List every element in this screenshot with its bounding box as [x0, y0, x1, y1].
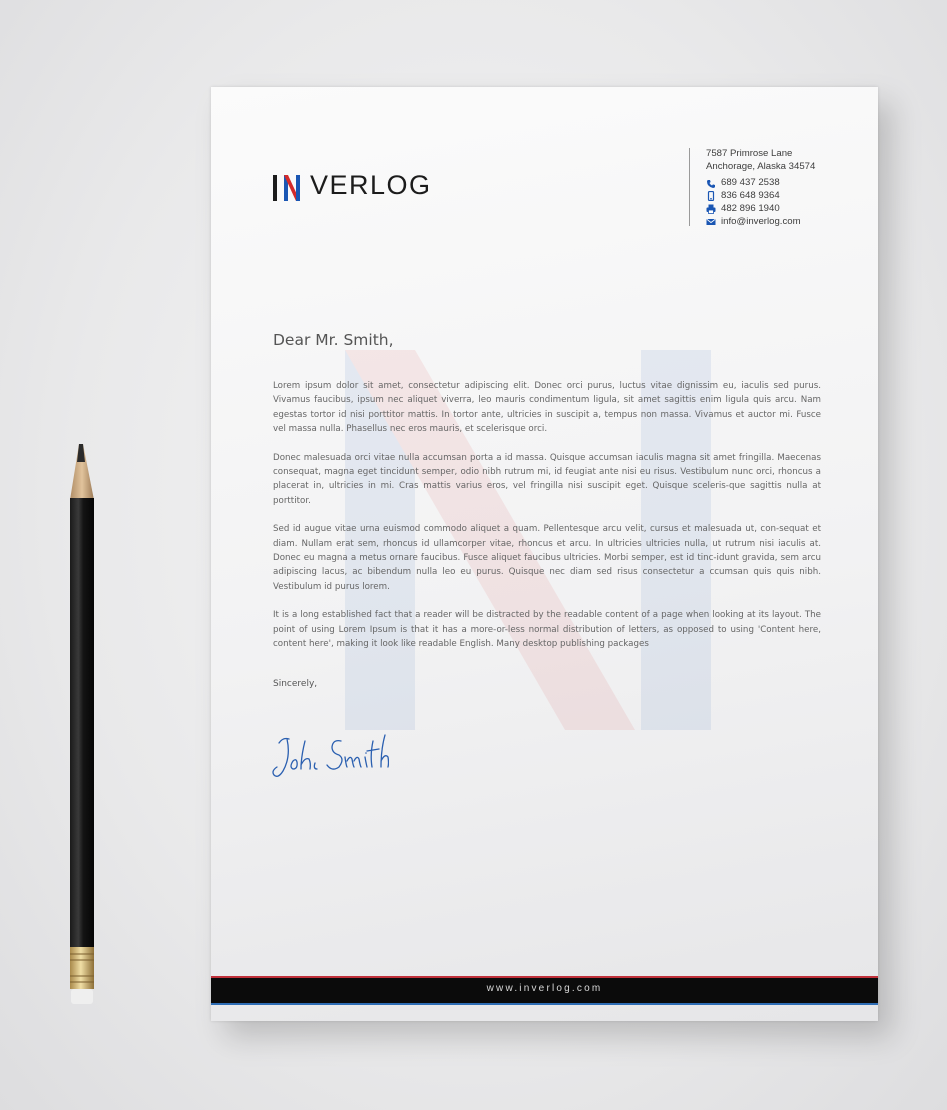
pencil-image [68, 444, 96, 1006]
letter-body [273, 379, 821, 666]
inverlog-logo-mark [273, 175, 309, 201]
mobile-icon [706, 191, 716, 201]
letter-paragraph-2: Donec malesuada orci vitae nulla accumsan porta a id massa. Quisque accumsan iaculis magna sit amet fringilla. Maecenas consequat, magna eget tincidunt semper, odio nibh rutrum mi, id feugiat ante nisi eu risus. Vestibulum nunc orci, rhoncus a placerat in, ultricies in mi. Cras mattis varius eros, vel fringilla nisi suscipit eget. Quisque sceleris-que sagittis nulla at porttitor. [273, 452, 821, 506]
footer-website: www.inverlog.com [486, 983, 603, 994]
phone-number: 689 437 2538 [721, 177, 780, 189]
letterhead-footer [211, 976, 878, 1005]
handwritten-signature [269, 727, 389, 787]
email-icon [706, 217, 716, 227]
email-address: info@inverlog.com [721, 215, 801, 227]
mobile-number: 836 648 9364 [721, 190, 780, 202]
letter-paragraph-4: It is a long established fact that a reader will be distracted by the readable content of a page when looking at its layout. The point of using Lorem Ipsum is that it has a more-or-less normal distribution of letters, as opposed to using 'Content here, content here', making it look like readable English. Many desktop publishing packages [273, 610, 821, 650]
letter-closing: Sincerely, [273, 679, 318, 689]
letter-greeting: Dear Mr. Smith, [273, 331, 394, 349]
brand-name [310, 170, 432, 200]
letterhead-paper [211, 87, 878, 1021]
phone-icon [706, 179, 716, 189]
brand-name-rest: VERLOG [310, 170, 432, 200]
address-line-1: 7587 Primrose Lane [706, 148, 793, 159]
letter-paragraph-3: Sed id augue vitae urna euismod commodo aliquet a quam. Pellentesque arcu velit, cursus et malesuada ut, con-sequat et diam. Nullam erat sem, rhoncus id ullamcorper vitae, rhoncus et arcu. In ultricies ultricies nulla, ut rutrum nisi iaculis at. Donec eu magna a metus ornare faucibus. Fusce aliquet faucibus ultricies. Morbi semper, est id tinc-idunt gravida, sem arcu adipiscing lacus, ac bibendum nulla leo eu purus. Quisque nec diam sed risus consectetur a ccumsan quis quis nibh. Vestibulum id purus lorem. [273, 524, 821, 592]
fax-number: 482 896 1940 [721, 202, 780, 214]
address-line-2: Anchorage, Alaska 34574 [706, 160, 816, 172]
letter-paragraph-1: Lorem ipsum dolor sit amet, consectetur adipiscing elit. Donec orci purus, luctus vitae dignissim eu, iaculis sed purus. Vivamus faucibus, ipsum nec aliquet viverra, leo mauris condimentum ligula, sit amet sagittis enim ligula quis arcu. Nam egestas tortor id nisi porttitor mattis. In tortor ante, ultricies in suscipit a, tempus non massa. Vivamus et auctor mi. Fusce vel massa nulla. Phasellus nec eros mauris, et scelerisque orci. [273, 381, 821, 435]
fax-icon [706, 204, 716, 214]
contact-info [689, 148, 815, 226]
